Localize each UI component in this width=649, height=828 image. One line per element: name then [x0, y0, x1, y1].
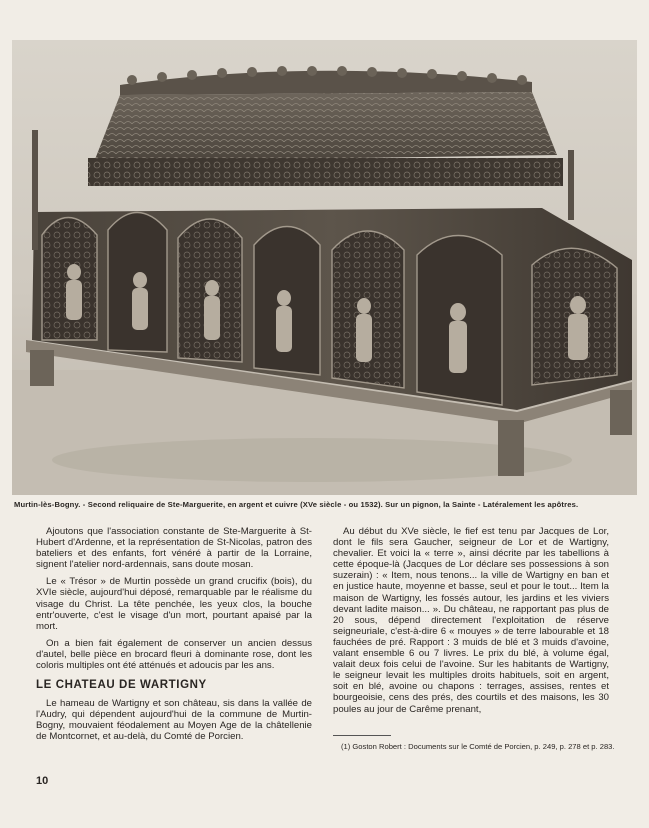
paragraph: On a bien fait également de conserver un ancien dessus d'autel, belle pièce en brocard fleuri à dominante rose, dont les coloris multiples ont été atténués et adoucis par les ans. — [36, 637, 312, 672]
page-number: 10 — [36, 775, 49, 787]
footnote: (1) Goston Robert : Documents sur le Comté de Porcien, p. 249, p. 278 et p. 283. — [341, 742, 615, 751]
footnote-divider — [333, 735, 391, 736]
left-column — [36, 526, 312, 749]
paragraph: Au début du XVe siècle, le fief est tenu par Jacques de Lor, dont le fils sera Gaucher, seigneur de Lor et de Wartigny, chevalier. Et voici la « terre », ainsi décrite par les tabellions à cette époque-là (Jacques de Lor déclare ses possessions à son suzerain) : « Item, nous tenons... la ville de Wartigny en ban et en justice haute, moyenne et basse, seul et pour le tout... Item la maison de Wartigny, les fossés autour, les jardins et les viviers devant ladite maison... ». Du château, ne rapportant pas plus de 20 sous, dépend directement l'exploitation de réserve seigneuriale, c'est-à-dire 6 « mouyes » de terre labourable et 18 fauchées de pré. Rapport : 3 muids de blé et 3 muids d'avoine, valant ensemble 6 ou 7 livres. Le prix du blé, à volume égal, valait deux fois celui de l'avoine. Sur les habitants de Wartigny, le seigneur levait les multiples droits habituels, soit en argent, soit en blé, avoine ou chapons : terrages, assises, rentes et bourgeoisie, cens des prés, des courtils et des maisons, les 30 poules au jour de Carême prenant, — [333, 526, 609, 715]
reliquary-photo — [12, 40, 637, 495]
paragraph: Le « Trésor » de Murtin possède un grand crucifix (bois), du XVIe siècle, aujourd'hui déposé, remarquable par le réalisme du visage du Christ. La tête penchée, les yeux clos, la bouche entr'ouverte, c'est le visage d'un mort, pourtant apaisé par la mort. — [36, 576, 312, 632]
paragraph: Le hameau de Wartigny et son château, sis dans la vallée de l'Audry, qui dépendent aujourd'hui de la commune de Murtin-Bogny, mouvaient féodalement au Moyen Age de la châtellenie de Montcornet, et au-delà, du Comté de Porcien. — [36, 698, 312, 743]
photo-caption: Murtin-lès-Bogny. - Second reliquaire de Ste-Marguerite, en argent et cuivre (XVe siècle - ou 1532). Sur un pignon, la Sainte - Latéralement les apôtres. — [14, 500, 579, 509]
paragraph: Ajoutons que l'association constante de Ste-Marguerite à St-Hubert d'Ardenne, et la représentation de St-Nicolas, patron des bateliers et des enfants, fort vénéré à partir de la Lorraine, signent l'atelier nord-ardennais, sans doute mosan. — [36, 526, 312, 571]
right-column — [333, 526, 609, 721]
section-heading: LE CHATEAU DE WARTIGNY — [36, 679, 207, 692]
reliquary-illustration — [12, 40, 637, 495]
